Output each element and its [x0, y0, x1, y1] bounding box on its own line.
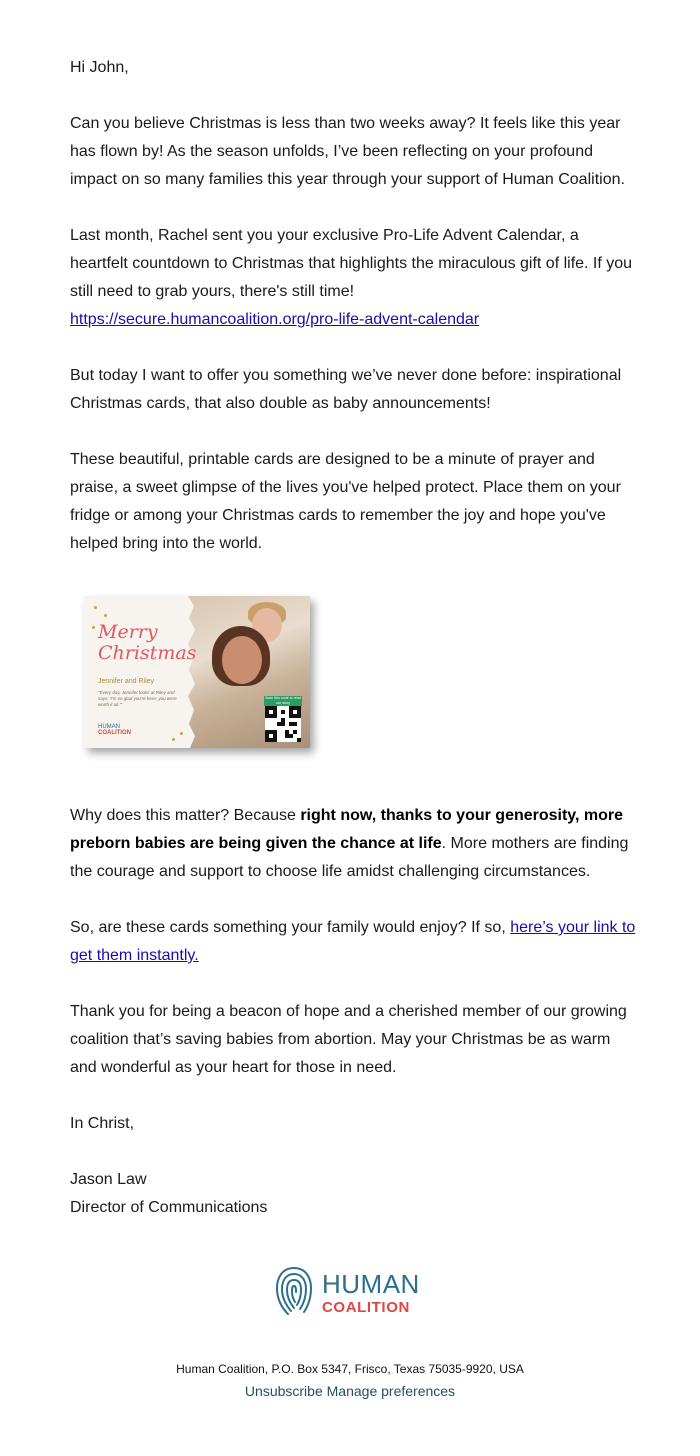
torn-edge-decoration [180, 596, 200, 748]
signature-name: Jason Law [70, 1171, 147, 1188]
gold-dot [104, 614, 107, 617]
card-logo-coalition: COALITION [98, 730, 131, 736]
card-quote: "Every day, Jennifer looks at Riley and says, 'I'm so glad you're here; you were worth it all.'" [98, 690, 177, 707]
advent-text: Last month, Rachel sent you your exclusive Pro-Life Advent Calendar, a heartfelt countdown to Christmas that highlights the miraculous gift of life. If you still need to grab yours, there's still time! [70, 227, 633, 300]
card-logo-human: HUMAN [98, 724, 120, 730]
card-merry: Merry [98, 621, 158, 643]
paragraph-christmas-intro: Can you believe Christmas is less than two weeks away? It feels like this year has flown by! As the season unfolds, I’ve been reflecting on your profound impact on so many families this year through your support of Human Coalition. [70, 115, 625, 188]
get-cards-link[interactable]: here’s your link to get them instantly. [70, 919, 636, 964]
manage-preferences-link[interactable]: Manage preferences [326, 1383, 456, 1399]
why-text-end: . More mothers are finding the courage and support to choose life amidst challenging circumstances. [70, 835, 629, 880]
paragraph-advent-calendar [70, 222, 640, 334]
card-merry-christmas [98, 622, 196, 664]
christmas-card-image[interactable] [80, 592, 316, 757]
logo-human-text: HUMAN [322, 1269, 420, 1299]
card-logo [98, 724, 131, 736]
footer-address: Human Coalition, P.O. Box 5347, Frisco, Texas 75035-9920, USA [176, 1362, 524, 1376]
why-text-bold: right now, thanks to your generosity, more preborn babies are being given the chance at life [70, 807, 624, 852]
gold-dot [94, 606, 97, 609]
card-christmas: Christmas [98, 642, 197, 664]
why-text-start: Why does this matter? Because [70, 807, 301, 824]
qr-code-icon [265, 706, 301, 742]
greeting: Hi John, [70, 59, 129, 76]
paragraph-thank-you: Thank you for being a beacon of hope and a cherished member of our growing coalition that’s saving babies from abortion. May your Christmas be as warm and wonderful as your heart for those in need. [70, 1003, 627, 1076]
signature-title: Director of Communications [70, 1199, 268, 1216]
card-preview [84, 596, 310, 748]
email-footer [0, 1360, 700, 1402]
closing: In Christ, [70, 1115, 135, 1132]
fingerprint-icon [274, 1264, 314, 1316]
advent-calendar-link[interactable]: https://secure.humancoalition.org/pro-life-advent-calendar [70, 311, 480, 328]
gold-dot [180, 732, 183, 735]
paragraph-cards-link [70, 914, 640, 970]
gold-dot [92, 626, 95, 629]
footer-links [0, 1380, 700, 1402]
paragraph-cards-offer: But today I want to offer you something we’ve never done before: inspirational Christmas cards, that also double as baby announcements! [70, 367, 622, 412]
paragraph-cards-description: These beautiful, printable cards are designed to be a minute of prayer and praise, a sweet glimpse of the lives you've helped protect. Place them on your fridge or among your Christmas cards to remember the joy and hope you've helped bring into the world. [70, 451, 621, 552]
unsubscribe-link[interactable]: Unsubscribe [244, 1383, 323, 1399]
logo-coalition-text: COALITION [322, 1299, 410, 1316]
gold-dot [172, 738, 175, 741]
paragraph-why-matter [70, 802, 640, 886]
card-names: Jennifer and Riley [98, 678, 155, 685]
card-scan-label: Scan this code to read our story [265, 696, 301, 705]
human-coalition-logo[interactable] [274, 1262, 434, 1318]
mother-figure [222, 636, 262, 684]
cards-link-text: So, are these cards something your family would enjoy? If so, [70, 919, 511, 936]
